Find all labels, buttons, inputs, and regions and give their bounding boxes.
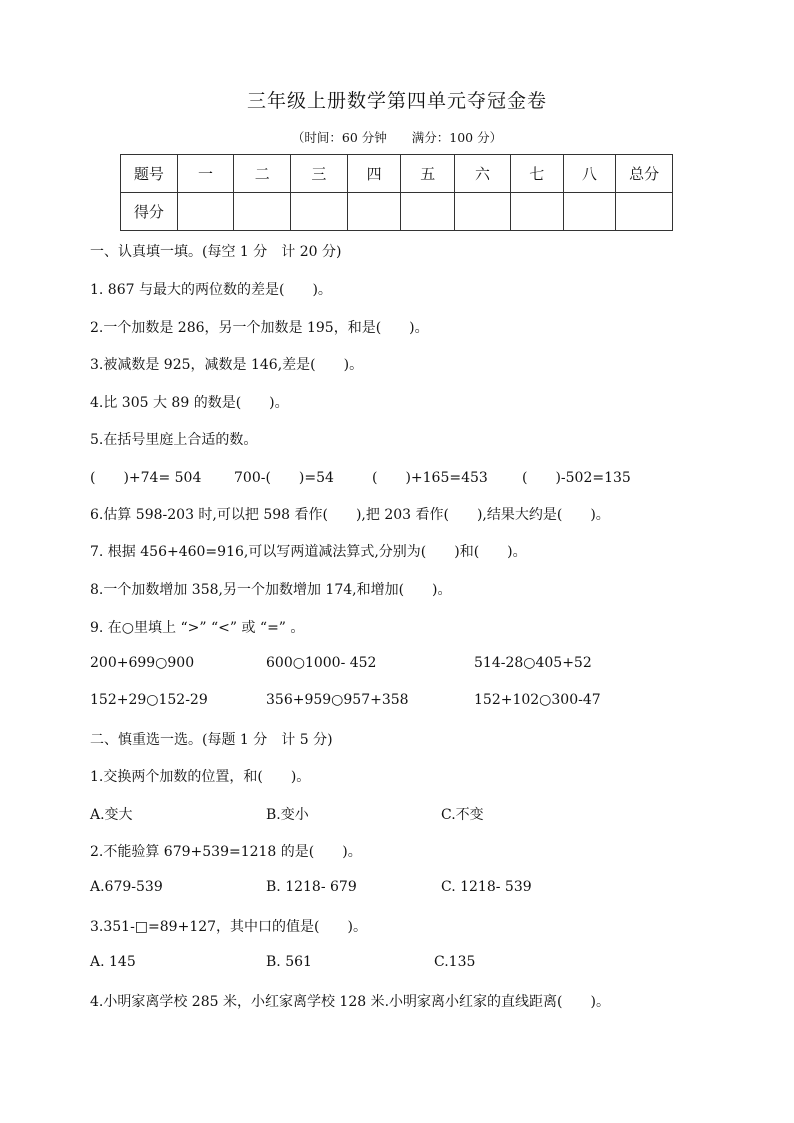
question-1-6: 6.估算 598-203 时,可以把 598 看作( ),把 203 看作( ),结果大约是( )。	[90, 507, 610, 523]
score-cell[interactable]	[455, 193, 511, 231]
score-header-cell: 三	[291, 155, 348, 193]
score-cell[interactable]	[291, 193, 348, 231]
compare-item: 514-28○405+52	[474, 655, 592, 671]
score-header-cell: 总分	[616, 155, 673, 193]
equation-item: ( )+165=453	[372, 470, 488, 486]
section-heading-fill-in: 一、认真填一填。(每空 1 分 计 20 分)	[90, 244, 342, 260]
question-1-3: 3.被减数是 925，减数是 146,差是( )。	[90, 357, 364, 373]
compare-item: 152+29○152-29	[90, 692, 208, 708]
score-cell[interactable]	[401, 193, 455, 231]
compare-item: 356+959○957+358	[266, 692, 409, 708]
question-2-4: 4.小明家离学校 285 米，小红家离学校 128 米.小明家离小红家的直线距离( )。	[90, 994, 610, 1010]
score-cell[interactable]	[563, 193, 616, 231]
score-cell[interactable]	[510, 193, 563, 231]
question-1-2: 2.一个加数是 286，另一个加数是 195，和是( )。	[90, 320, 429, 336]
score-header-cell: 题号	[121, 155, 178, 193]
score-cell[interactable]	[616, 193, 673, 231]
score-table	[120, 154, 673, 231]
equation-item: 700-( )=54	[234, 470, 334, 486]
option-c: C.不变	[441, 807, 484, 823]
page-title: 三年级上册数学第四单元夺冠金卷	[246, 90, 547, 112]
score-cell[interactable]	[177, 193, 234, 231]
section-heading-multiple-choice: 二、慎重选一选。(每题 1 分 计 5 分)	[90, 732, 333, 748]
score-header-cell: 七	[510, 155, 563, 193]
question-2-2: 2.不能验算 679+539=1218 的是( )。	[90, 844, 362, 860]
question-1-4: 4.比 305 大 89 的数是( )。	[90, 395, 289, 411]
option-c: C. 1218- 539	[441, 879, 532, 895]
equation-item: ( )-502=135	[522, 470, 631, 486]
compare-item: 200+699○900	[90, 655, 195, 671]
score-cell[interactable]	[347, 193, 401, 231]
question-2-1: 1.交换两个加数的位置，和( )。	[90, 769, 311, 785]
option-a: A.679-539	[90, 879, 163, 895]
score-header-cell: 四	[347, 155, 401, 193]
option-a: A.变大	[90, 807, 133, 823]
question-2-3: 3.351-□=89+127，其中口的值是( )。	[90, 919, 367, 935]
option-b: B. 561	[266, 954, 312, 970]
score-header-cell: 六	[455, 155, 511, 193]
equation-item: ( )+74= 504	[90, 470, 202, 486]
question-1-5: 5.在括号里庭上合适的数。	[90, 432, 258, 448]
compare-item: 152+102○300-47	[474, 692, 601, 708]
score-table-header-row	[121, 155, 673, 193]
score-table-score-row	[121, 193, 673, 231]
option-a: A. 145	[90, 954, 136, 970]
question-1-1: 1. 867 与最大的两位数的差是( )。	[90, 282, 332, 298]
score-header-cell: 八	[563, 155, 616, 193]
compare-item: 600○1000- 452	[266, 655, 377, 671]
option-c: C.135	[434, 954, 476, 970]
question-1-8: 8.一个加数增加 358,另一个加数增加 174,和增加( )。	[90, 582, 452, 598]
score-header-cell: 二	[234, 155, 291, 193]
question-1-7: 7. 根据 456+460=916,可以写两道减法算式,分别为( )和( )。	[90, 544, 527, 560]
score-cell[interactable]	[234, 193, 291, 231]
score-row-label: 得分	[121, 193, 178, 231]
option-b: B.变小	[266, 807, 309, 823]
score-header-cell: 一	[177, 155, 234, 193]
option-b: B. 1218- 679	[266, 879, 357, 895]
score-header-cell: 五	[401, 155, 455, 193]
exam-subtitle: （时间：60 分钟 满分：100 分）	[291, 130, 503, 145]
question-1-9: 9. 在○里填上 “>” “<” 或 “=” 。	[90, 620, 305, 636]
